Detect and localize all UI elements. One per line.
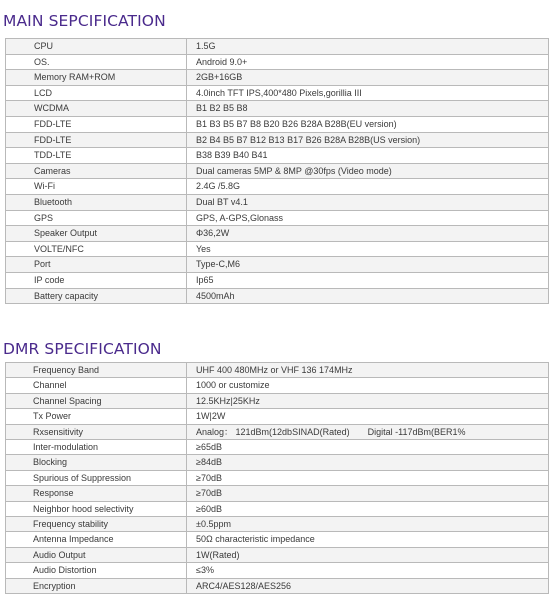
spec-value bbox=[187, 210, 549, 226]
spec-row bbox=[6, 424, 549, 439]
spec-row bbox=[6, 393, 549, 408]
spec-row bbox=[6, 363, 549, 378]
spec-value-text: 1000 or customize bbox=[196, 380, 270, 391]
spec-label: Encryption bbox=[6, 578, 187, 593]
spec-value-text: B2 B4 B5 B7 B12 B13 B17 B26 B28A B28B(US version) bbox=[196, 134, 421, 145]
spec-label: Audio Output bbox=[6, 547, 187, 562]
spec-value bbox=[187, 455, 549, 470]
spec-label: TDD-LTE bbox=[6, 148, 187, 164]
spec-value bbox=[187, 194, 549, 210]
spec-row bbox=[6, 85, 549, 101]
spec-value-text: 4500mAh bbox=[196, 290, 235, 301]
spec-row bbox=[6, 578, 549, 593]
spec-value-text: 50Ω characteristic impedance bbox=[196, 534, 315, 545]
spec-row bbox=[6, 501, 549, 516]
spec-label: GPS bbox=[6, 210, 187, 226]
spec-value-text: Yes bbox=[196, 243, 211, 254]
spec-value bbox=[187, 241, 549, 257]
spec-value-text: ≥70dB bbox=[196, 488, 222, 499]
spec-label: IP code bbox=[6, 272, 187, 288]
spec-value-text: 2.4G /5.8G bbox=[196, 181, 241, 192]
spec-label: Wi-Fi bbox=[6, 179, 187, 195]
dmr-spec-heading: DMR SPECIFICATION bbox=[3, 340, 162, 358]
spec-value-text: B1 B2 B5 B8 bbox=[196, 103, 248, 114]
spec-value bbox=[187, 424, 549, 439]
spec-label: Rxsensitivity bbox=[6, 424, 187, 439]
spec-value-text: Android 9.0+ bbox=[196, 56, 248, 67]
spec-label: Inter-modulation bbox=[6, 440, 187, 455]
spec-value bbox=[187, 393, 549, 408]
spec-value-digital-text: Digital -117dBm(BER1% bbox=[367, 426, 466, 437]
spec-row bbox=[6, 409, 549, 424]
spec-label: Channel Spacing bbox=[6, 393, 187, 408]
spec-label: Spurious of Suppression bbox=[6, 470, 187, 485]
spec-row bbox=[6, 288, 549, 304]
spec-value-text: ≥65dB bbox=[196, 442, 222, 453]
spec-label: WCDMA bbox=[6, 101, 187, 117]
spec-value-text: ≥60dB bbox=[196, 503, 222, 514]
spec-label: LCD bbox=[6, 85, 187, 101]
spec-label: Frequency Band bbox=[6, 363, 187, 378]
spec-row bbox=[6, 563, 549, 578]
spec-label: Antenna Impedance bbox=[6, 532, 187, 547]
spec-value bbox=[187, 85, 549, 101]
spec-value-text: B1 B3 B5 B7 B8 B20 B26 B28A B28B(EU version) bbox=[196, 118, 397, 129]
spec-value bbox=[187, 470, 549, 485]
spec-value-text: Dual BT v4.1 bbox=[196, 196, 248, 207]
spec-label: Response bbox=[6, 486, 187, 501]
spec-label: Neighbor hood selectivity bbox=[6, 501, 187, 516]
spec-row bbox=[6, 194, 549, 210]
spec-value bbox=[187, 363, 549, 378]
main-spec-table bbox=[5, 38, 549, 304]
spec-value bbox=[187, 532, 549, 547]
spec-value-text: 12.5KHz|25KHz bbox=[196, 395, 260, 406]
spec-value bbox=[187, 547, 549, 562]
spec-value-text: Dual cameras 5MP & 8MP @30fps (Video mode) bbox=[196, 165, 392, 176]
spec-label: Port bbox=[6, 257, 187, 273]
main-spec-heading: MAIN SEPCIFICATION bbox=[3, 12, 166, 30]
spec-label: OS. bbox=[6, 54, 187, 70]
spec-row bbox=[6, 517, 549, 532]
spec-value-text: UHF 400 480MHz or VHF 136 174MHz bbox=[196, 365, 353, 375]
spec-row bbox=[6, 101, 549, 117]
spec-label: Channel bbox=[6, 378, 187, 393]
spec-value bbox=[187, 272, 549, 288]
spec-value bbox=[187, 440, 549, 455]
spec-value bbox=[187, 486, 549, 501]
spec-value-text: Analog： 121dBm(12dbSINAD(Rated) bbox=[196, 426, 350, 437]
spec-row bbox=[6, 132, 549, 148]
spec-label: Audio Distortion bbox=[6, 563, 187, 578]
spec-value bbox=[187, 179, 549, 195]
spec-row bbox=[6, 70, 549, 86]
spec-value-text: ±0.5ppm bbox=[196, 519, 231, 530]
spec-value bbox=[187, 578, 549, 593]
spec-value bbox=[187, 409, 549, 424]
spec-row bbox=[6, 486, 549, 501]
spec-value-text: 1W(Rated) bbox=[196, 549, 240, 560]
spec-row bbox=[6, 116, 549, 132]
spec-row bbox=[6, 272, 549, 288]
spec-value bbox=[187, 101, 549, 117]
spec-value-text: ≥84dB bbox=[196, 457, 222, 468]
spec-label: Bluetooth bbox=[6, 194, 187, 210]
spec-row bbox=[6, 54, 549, 70]
spec-label: CPU bbox=[6, 39, 187, 55]
spec-value-text: Φ36,2W bbox=[196, 228, 230, 239]
spec-label: VOLTE/NFC bbox=[6, 241, 187, 257]
spec-value-text: 4.0inch TFT IPS,400*480 Pixels,gorillia III bbox=[196, 87, 362, 98]
spec-row bbox=[6, 148, 549, 164]
spec-value-text: ≤3% bbox=[196, 565, 214, 576]
spec-value bbox=[187, 39, 549, 55]
spec-value-text: Type-C,M6 bbox=[196, 259, 241, 270]
spec-label: Blocking bbox=[6, 455, 187, 470]
spec-value-text: ≥70dB bbox=[196, 472, 222, 483]
spec-value bbox=[187, 226, 549, 242]
spec-value bbox=[187, 517, 549, 532]
spec-row bbox=[6, 455, 549, 470]
spec-row bbox=[6, 547, 549, 562]
spec-row bbox=[6, 163, 549, 179]
spec-value bbox=[187, 116, 549, 132]
spec-value-text: GPS, A-GPS,Glonass bbox=[196, 212, 284, 223]
dmr-spec-table bbox=[5, 362, 549, 594]
spec-value bbox=[187, 163, 549, 179]
spec-row bbox=[6, 532, 549, 547]
spec-label: Battery capacity bbox=[6, 288, 187, 304]
spec-value-text: Ip65 bbox=[196, 274, 214, 285]
spec-value bbox=[187, 378, 549, 393]
spec-row bbox=[6, 257, 549, 273]
spec-row bbox=[6, 179, 549, 195]
spec-value-text: 1W|2W bbox=[196, 411, 226, 422]
spec-label: FDD-LTE bbox=[6, 132, 187, 148]
spec-value bbox=[187, 132, 549, 148]
spec-label: Cameras bbox=[6, 163, 187, 179]
spec-value bbox=[187, 563, 549, 578]
spec-row bbox=[6, 378, 549, 393]
spec-row bbox=[6, 241, 549, 257]
spec-value-text: 1.5G bbox=[196, 41, 216, 51]
spec-row bbox=[6, 226, 549, 242]
spec-value-text: B38 B39 B40 B41 bbox=[196, 150, 268, 161]
spec-value bbox=[187, 501, 549, 516]
spec-label: Tx Power bbox=[6, 409, 187, 424]
spec-label: FDD-LTE bbox=[6, 116, 187, 132]
spec-value bbox=[187, 257, 549, 273]
spec-value bbox=[187, 70, 549, 86]
spec-label: Memory RAM+ROM bbox=[6, 70, 187, 86]
spec-value-text: 2GB+16GB bbox=[196, 72, 243, 83]
spec-row bbox=[6, 470, 549, 485]
spec-value bbox=[187, 54, 549, 70]
spec-value-text: ARC4/AES128/AES256 bbox=[196, 580, 292, 591]
spec-row bbox=[6, 39, 549, 55]
spec-value bbox=[187, 148, 549, 164]
spec-row bbox=[6, 440, 549, 455]
spec-value bbox=[187, 288, 549, 304]
spec-row bbox=[6, 210, 549, 226]
spec-label: Frequency stability bbox=[6, 517, 187, 532]
spec-label: Speaker Output bbox=[6, 226, 187, 242]
